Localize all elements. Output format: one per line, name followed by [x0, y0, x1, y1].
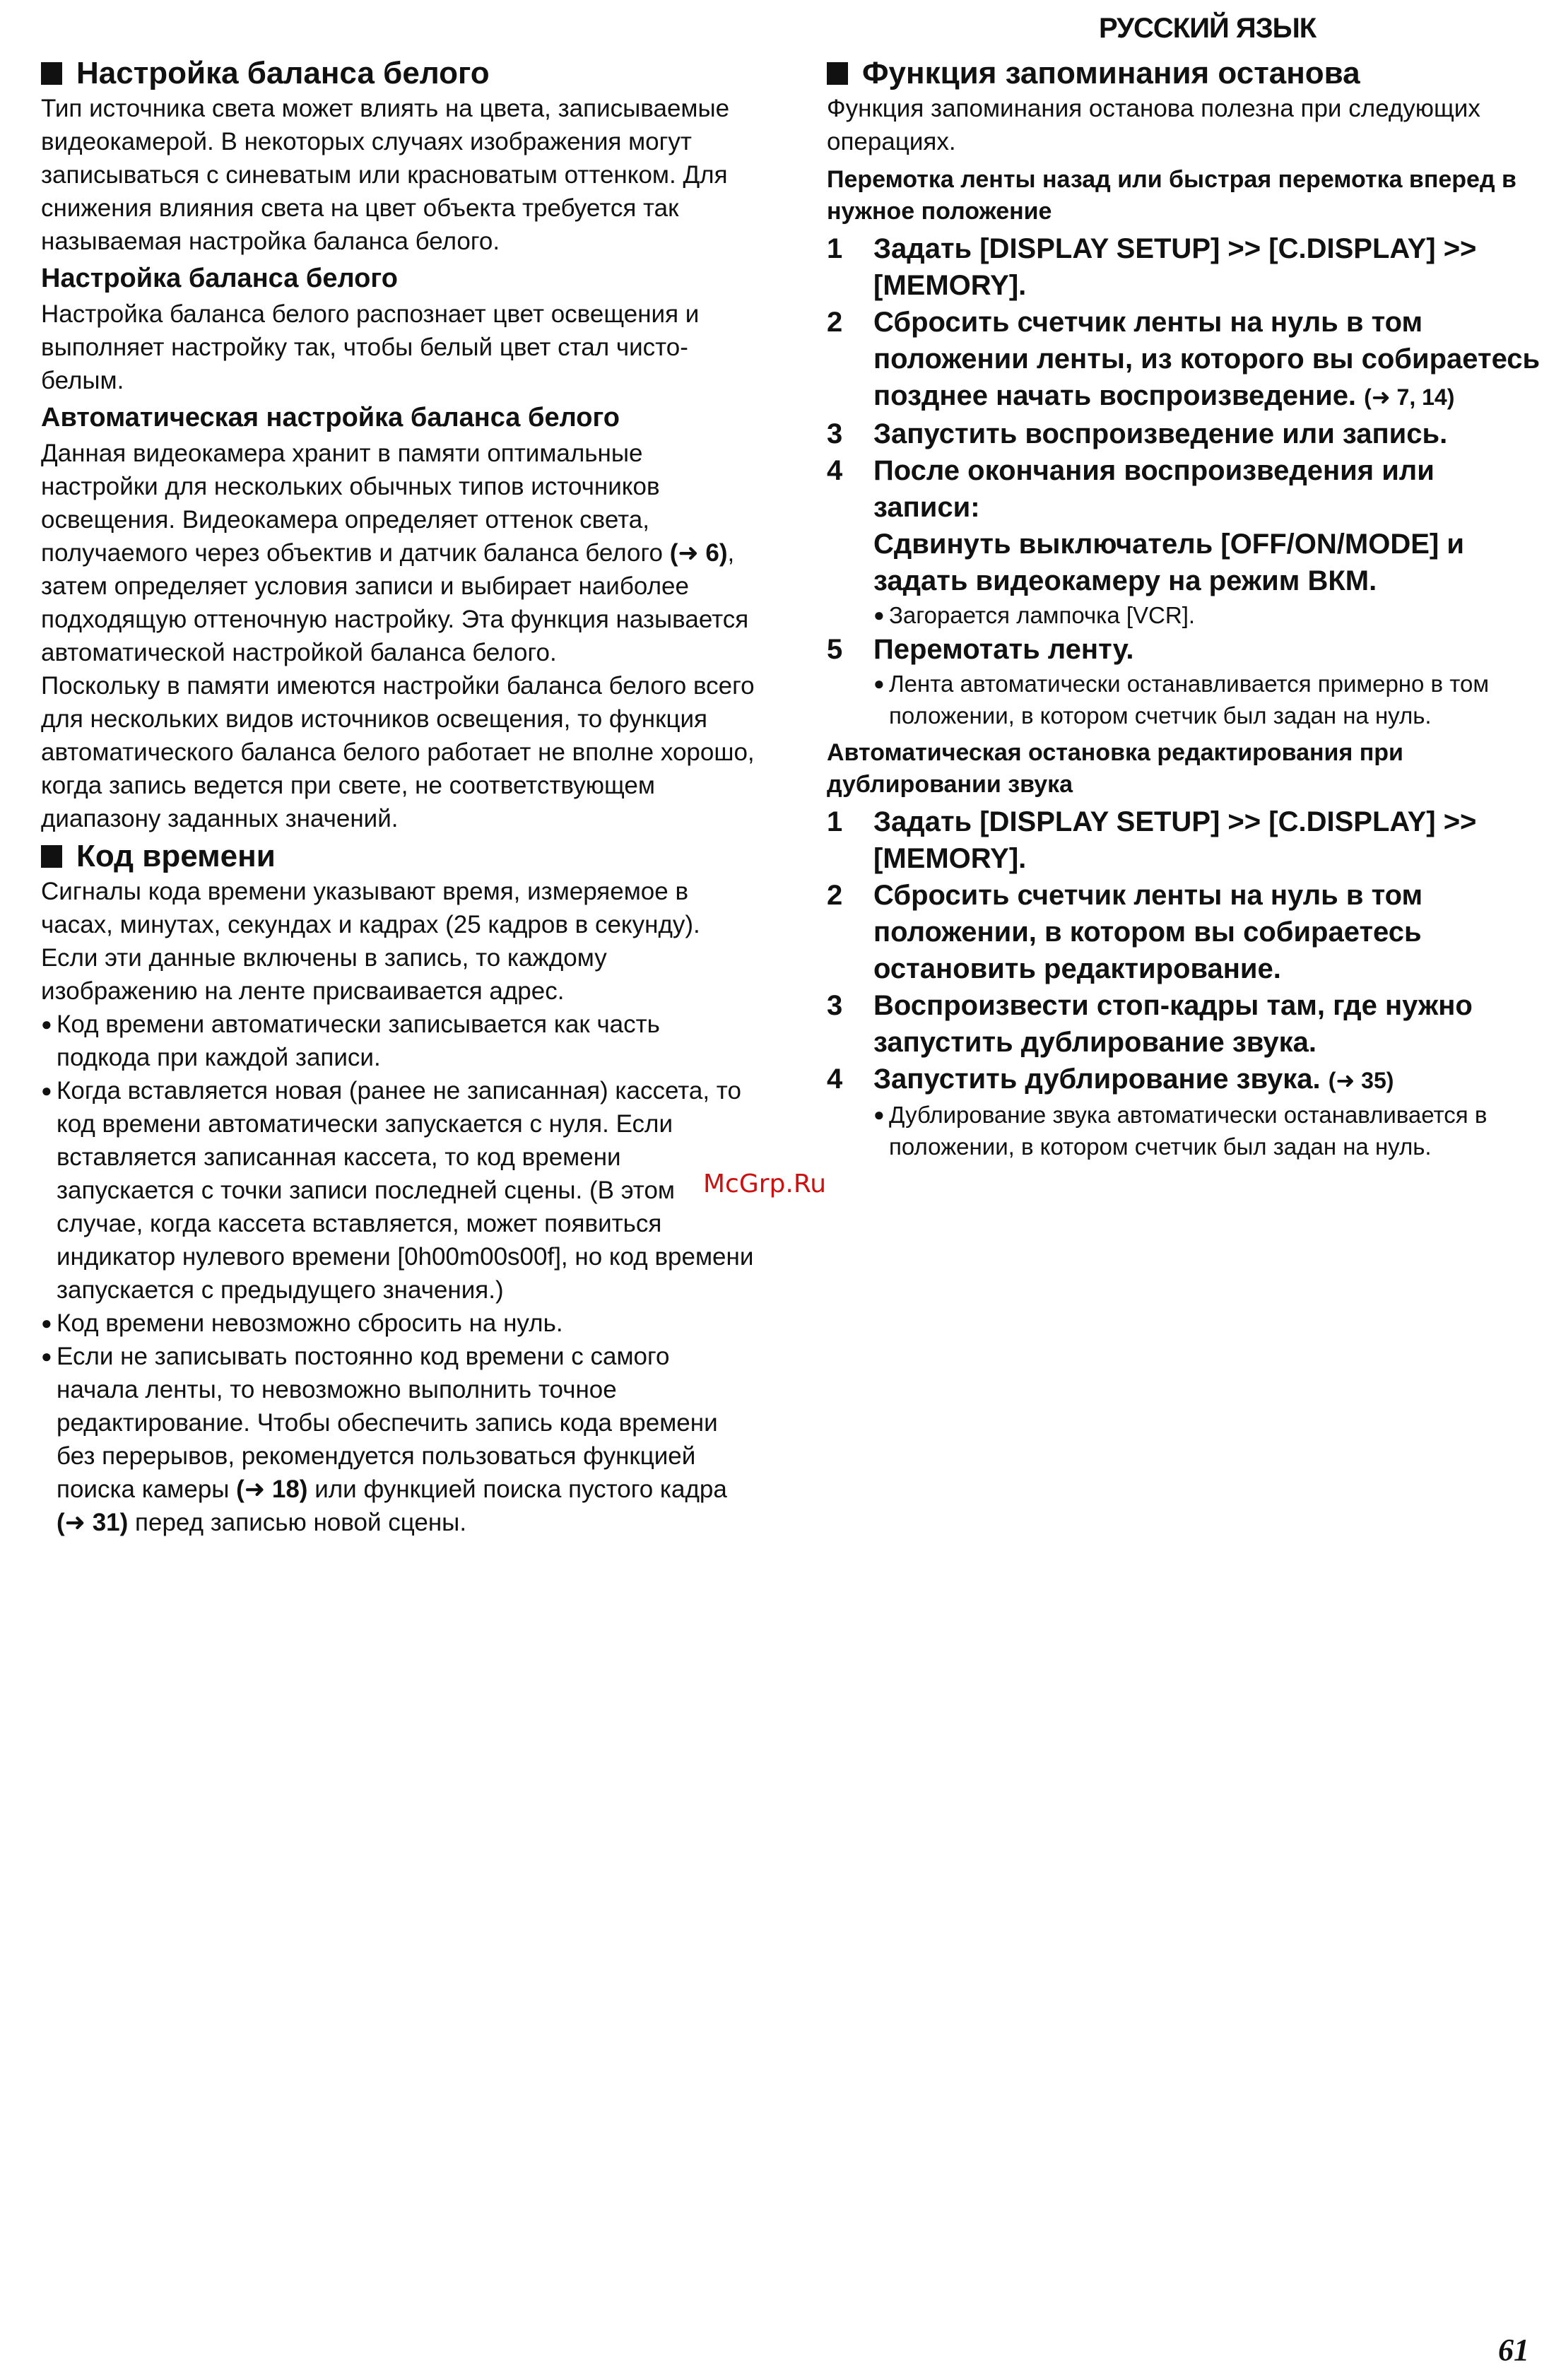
bullet-icon: ● [873, 604, 885, 625]
section-title-white-balance: Настройка баланса белого [41, 55, 755, 92]
right-column [827, 55, 1541, 1162]
subheading-auto-stop: Автоматическая остановка редактирования при дублировании звука [827, 739, 1403, 798]
bullet-icon: ● [873, 673, 885, 694]
step-item: 4 После окончания воспроизведения или записи: [827, 455, 1435, 523]
bullet-icon: ● [41, 1312, 52, 1333]
section-title-time-code: Код времени [41, 838, 755, 875]
list-item: ● Код времени невозможно сбросить на нуль. [41, 1307, 755, 1340]
page-reference: (➜ 7, 14) [1364, 384, 1455, 410]
section-title-stop-memory: Функция запоминания останова [827, 55, 1541, 92]
bullet-icon: ● [41, 1345, 52, 1367]
list-item: ● Если не записывать постоянно код времени с самого начала ленты, то невозможно выполнить точное редактирование. Чтобы обеспечить запись кода времени без перерывов, рекомендуется пользоваться функцией поиска камеры (➜ 18) или функцией поиска пустого кадра (➜ 31) перед записью новой сцены. [41, 1340, 755, 1539]
list-item: ● Когда вставляется новая (ранее не записанная) кассета, то код времени автоматически запускается с нуля. Если вставляется записанная кассета, то код времени запускается с точки записи последней сцены. (В этом случае, когда кассета вставляется, может появиться индикатор нулевого времени [0h00m00s00f], но код времени запускается с предыдущего значения.) [41, 1074, 755, 1307]
step-item: 2 Сбросить счетчик ленты на нуль в том положении, в котором вы собираетесь остановить редактирование. [827, 880, 1423, 984]
step-note: ● Загорается лампочка [VCR]. [873, 599, 1541, 631]
white-balance-text: Настройка баланса белого распознает цвет освещения и выполняет настройку так, чтобы белый цвет стал чисто-белым. [41, 300, 700, 394]
step-item: 1 Задать [DISPLAY SETUP] >> [C.DISPLAY] >> [MEMORY]. [827, 806, 1477, 874]
white-balance-intro: Тип источника света может влиять на цвета, записываемые видеокамерой. В некоторых случаях изображения могут записываться с синеватым или красноватым оттенком. Для снижения влияния света на цвет объекта требуется так называемая настройка баланса белого. [41, 95, 730, 255]
stop-memory-intro: Функция запоминания останова полезна при следующих операциях. [827, 95, 1480, 155]
bullet-icon: ● [873, 1104, 885, 1125]
left-column [41, 55, 755, 1539]
bullet-icon: ● [41, 1080, 52, 1101]
page-reference: (➜ 31) [57, 1509, 129, 1536]
section-marker-icon [41, 62, 62, 85]
list-item: ● Код времени автоматически записывается как часть подкода при каждой записи. [41, 1008, 755, 1074]
subheading-rewind: Перемотка ленты назад или быстрая перемотка вперед в нужное положение [827, 166, 1516, 225]
step-item: 3 Запустить воспроизведение или запись. [827, 418, 1448, 449]
subheading-auto-white-balance: Автоматическая настройка баланса белого [41, 403, 620, 432]
section-marker-icon [827, 62, 848, 85]
page-reference: (➜ 18) [236, 1475, 308, 1503]
subheading-white-balance: Настройка баланса белого [41, 264, 398, 293]
step-note: ● Дублирование звука автоматически останавливается в положении, в котором счетчик был задан на нуль. [873, 1099, 1541, 1162]
step-continuation: Сдвинуть выключатель [OFF/ON/MODE] и задать видеокамеру на режим ВКМ. [873, 529, 1464, 596]
page-reference: (➜ 35) [1328, 1068, 1394, 1093]
step-note: ● Лента автоматически останавливается примерно в том положении, в котором счетчик был задан на нуль. [873, 668, 1541, 731]
auto-white-balance-text-2: Поскольку в памяти имеются настройки баланса белого всего для нескольких видов источников освещения, то функция автоматического баланса белого работает не вполне хорошо, когда запись ведется при свете, не соответствующем диапазону заданных значений. [41, 672, 755, 832]
step-item: 4 Запустить дублирование звука. (➜ 35) [827, 1064, 1394, 1095]
step-item: 5 Перемотать ленту. [827, 634, 1134, 665]
step-item: 3 Воспроизвести стоп-кадры там, где нужно запустить дублирование звука. [827, 990, 1473, 1058]
auto-white-balance-text: Данная видеокамера хранит в памяти оптимальные настройки для нескольких обычных типов источников освещения. Видеокамера определяет оттенок света, получаемого через объектив и датчик баланса белого (➜ 6), затем определяет условия записи и выбирает наиболее подходящую оттеночную настройку. Эта функция называется автоматической настройкой баланса белого. [41, 440, 749, 666]
watermark: McGrp.Ru [703, 1170, 827, 1198]
language-header: РУССКИЙ ЯЗЫК [1099, 13, 1317, 44]
time-code-intro: Сигналы кода времени указывают время, измеряемое в часах, минутах, секундах и кадрах (25 кадров в секунду). Если эти данные включены в запись, то каждому изображению на ленте присваивается адрес. [41, 878, 700, 1005]
page-number: 61 [1498, 2333, 1529, 2367]
section-marker-icon [41, 845, 62, 868]
page-reference: (➜ 6) [669, 539, 728, 567]
step-item: 2 Сбросить счетчик ленты на нуль в том положении ленты, из которого вы собираетесь позднее начать воспроизведение. (➜ 7, 14) [827, 307, 1541, 411]
step-item: 1 Задать [DISPLAY SETUP] >> [C.DISPLAY] >> [MEMORY]. [827, 233, 1477, 301]
bullet-icon: ● [41, 1013, 52, 1035]
